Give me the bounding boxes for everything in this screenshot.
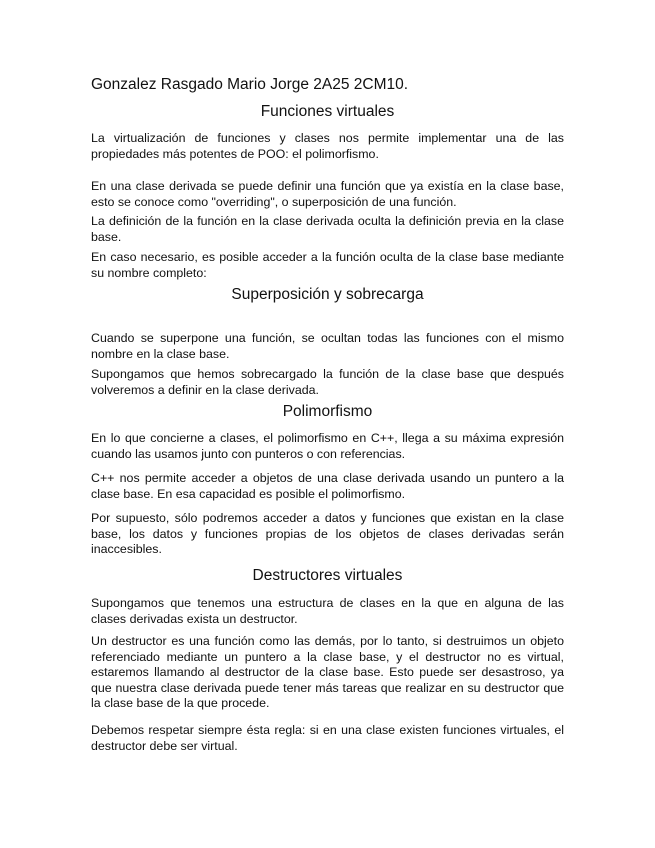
paragraph: Supongamos que tenemos una estructura de clases en la que en alguna de las clases derivadas exista un destructor.	[91, 596, 564, 626]
section-heading-superposicion: Superposición y sobrecarga	[231, 286, 424, 303]
paragraph: En una clase derivada se puede definir una función que ya existía en la clase base, esto se conoce como "overriding", o superposición de una función.	[91, 179, 564, 209]
paragraph: Un destructor es una función como las demás, por lo tanto, si destruimos un objeto referenciado mediante un puntero a la clase base, y el destructor no es virtual, estaremos llamando al destructor de la clase base. Esto puede ser desastroso, ya que nuestra clase derivada puede tener más tareas que realizar en su destructor que la clase base de la que procede.	[91, 634, 564, 711]
paragraph: La definición de la función en la clase derivada oculta la definición previa en la clase base.	[91, 214, 564, 244]
paragraph: C++ nos permite acceder a objetos de una clase derivada usando un puntero a la clase base. En esa capacidad es posible el polimorfismo.	[91, 471, 564, 501]
paragraph: La virtualización de funciones y clases nos permite implementar una de las propiedades más potentes de POO: el polimorfismo.	[91, 131, 564, 161]
paragraph: En caso necesario, es posible acceder a la función oculta de la clase base mediante su nombre completo:	[91, 250, 564, 280]
paragraph: Cuando se superpone una función, se ocultan todas las funciones con el mismo nombre en la clase base.	[91, 331, 564, 361]
paragraph: Por supuesto, sólo podremos acceder a datos y funciones que existan en la clase base, los datos y funciones propias de los objetos de clases derivadas serán inaccesibles.	[91, 511, 564, 557]
paragraph: Supongamos que hemos sobrecargado la función de la clase base que después volveremos a definir en la clase derivada.	[91, 367, 564, 397]
author-line: Gonzalez Rasgado Mario Jorge 2A25 2CM10.	[91, 76, 409, 93]
section-heading-funciones-virtuales: Funciones virtuales	[260, 103, 395, 120]
paragraph: En lo que concierne a clases, el polimorfismo en C++, llega a su máxima expresión cuando las usamos junto con punteros o con referencias.	[91, 431, 564, 461]
paragraph: Debemos respetar siempre ésta regla: si en una clase existen funciones virtuales, el destructor debe ser virtual.	[91, 723, 564, 753]
section-heading-polimorfismo: Polimorfismo	[282, 403, 373, 420]
section-heading-destructores-virtuales: Destructores virtuales	[252, 567, 403, 584]
